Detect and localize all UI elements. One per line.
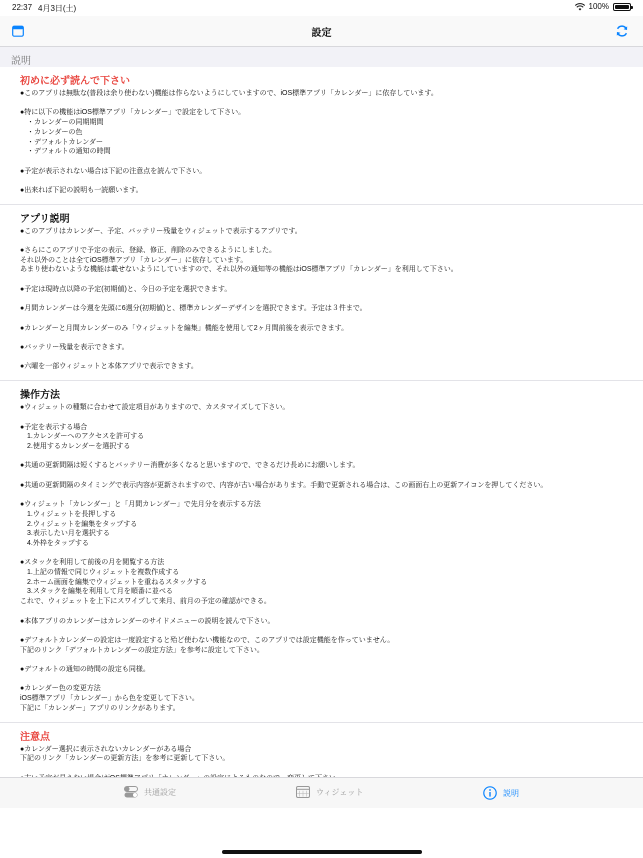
description-line: ●予定を表示する場合 <box>20 423 88 431</box>
description-line: ●バッテリー残量を表示できます。 <box>20 344 129 352</box>
calendar-grid-icon <box>296 786 310 798</box>
description-line: ●予定が表示されない場合は下記の注意点を読んで下さい。 <box>20 167 207 175</box>
description-line: 4.外枠をタップする <box>20 539 89 547</box>
navigation-bar <box>0 16 643 47</box>
description-block <box>0 205 643 381</box>
description-block <box>0 67 643 205</box>
info-icon <box>483 786 497 800</box>
section-header <box>0 47 643 67</box>
description-line: 下記に「カレンダー」アプリのリンクがあります。 <box>20 704 180 712</box>
description-line: それ以外のことは全てiOS標準アプリ「カレンダー」に依存しています。 <box>20 256 248 264</box>
description-line: ●このアプリはカレンダー、予定、バッテリー残量をウィジェットで表示するアプリです。 <box>20 227 302 235</box>
description-line: ●カレンダー選択に表示されないカレンダーがある場合 <box>20 745 192 753</box>
block-title: アプリ説明 <box>20 213 70 225</box>
description-line: 1.上記の情報で同じウィジェットを複数作成する <box>20 569 180 577</box>
description-line <box>20 626 623 636</box>
tab-common-settings[interactable] <box>124 786 176 798</box>
description-line: ・デフォルトカレンダー <box>20 138 103 146</box>
description-line <box>20 353 623 363</box>
description-line: 3.表示したい月を選択する <box>20 530 110 538</box>
block-title: 注意点 <box>20 731 50 743</box>
description-line <box>20 607 623 617</box>
section-header-label: 説明 <box>11 56 31 67</box>
description-line <box>20 176 623 186</box>
home-indicator <box>222 850 422 854</box>
status-time: 22:37 <box>12 3 33 12</box>
description-line <box>20 764 623 774</box>
tab-description[interactable] <box>483 786 519 800</box>
battery-icon <box>613 3 631 11</box>
description-line: これで、ウィジェットを上下にスワイプして来月、前月の予定の確認ができる。 <box>20 598 271 606</box>
description-line: 下記のリンク「カレンダーの更新方法」を参考に更新して下さい。 <box>20 755 230 763</box>
description-line: ●スタックを利用して前後の月を閲覧する方法 <box>20 559 165 567</box>
description-line: ●ウィジェット「カレンダー」と「月間カレンダー」で先月分を表示する方法 <box>20 501 261 509</box>
description-line: あまり使わないような機能は載せないようにしていますので、それ以外の通知等の機能はiOS標準アプリ「カレンダー」を利用して下さい。 <box>20 266 458 274</box>
status-date: 4月3日(土) <box>38 4 77 13</box>
description-line: 下記のリンク「デフォルトカレンダーの設定方法」を参考に設定して下さい。 <box>20 646 264 654</box>
description-line: ●共通の更新間隔のタイミングで表示内容が更新されますので、内容が古い場合があります。手動で更新される場合は、この画面右上の更新アイコンを押してください。 <box>20 481 548 489</box>
description-line <box>20 655 623 665</box>
description-line: ●デフォルトの通知の時間の設定も同様。 <box>20 666 150 673</box>
tab-bar <box>0 777 643 808</box>
toggle-settings-icon <box>124 786 138 798</box>
status-bar <box>0 0 643 16</box>
description-line <box>20 236 623 246</box>
tab-description-label: 説明 <box>503 788 519 798</box>
description-line <box>20 413 623 423</box>
block-title: 操作方法 <box>20 390 60 402</box>
description-line: 2.ウィジェットを編集をタップする <box>20 520 138 528</box>
description-line: 2.使用するカレンダーを選択する <box>20 442 131 450</box>
battery-percent: 100% <box>588 2 609 11</box>
description-line <box>20 295 623 305</box>
description-line <box>20 99 623 109</box>
description-line <box>20 471 623 481</box>
page-title: 設定 <box>311 28 332 39</box>
description-line <box>20 675 623 685</box>
description-line: ●特に以下の機能はiOS標準アプリ「カレンダー」で設定をして下さい。 <box>20 109 246 117</box>
description-line: ●共通の更新間隔は短くするとバッテリー消費が多くなると思いますので、できるだけ長めにお願いします。 <box>20 462 360 470</box>
refresh-icon[interactable] <box>615 24 629 38</box>
description-line: ●このアプリは無駄な(普段は余り使わない)機能は作らないようにしていますので、iOS標準アプリ「カレンダー」に依存しています。 <box>20 90 438 97</box>
description-line <box>20 333 623 343</box>
block-title: 初めに必ず読んで下さい <box>20 76 130 87</box>
description-line: ・デフォルトの通知の時間 <box>20 148 111 156</box>
status-indicators <box>575 2 631 11</box>
description-content[interactable] <box>0 67 643 777</box>
description-line: 1.ウィジェットを長押しする <box>20 510 117 518</box>
description-line: ●月間カレンダーは今週を先頭に6週分(初期値)と、標準カレンダーデザインを選択できます。予定は３件まで。 <box>20 305 367 313</box>
description-line: ●さらにこのアプリで予定の表示、登録、修正、削除のみできるようにしました。 <box>20 247 276 255</box>
description-line: ●六曜を一部ウィジェットと本体アプリで表示できます。 <box>20 363 198 371</box>
wifi-icon <box>575 3 585 11</box>
description-line: ●カレンダー色の変更方法 <box>20 685 101 693</box>
description-line <box>20 490 623 500</box>
battery-level <box>615 5 629 9</box>
tab-widget[interactable] <box>296 786 363 798</box>
description-line <box>20 314 623 324</box>
description-line <box>20 275 623 285</box>
description-line: 1.カレンダーへのアクセスを許可する <box>20 433 145 441</box>
description-line <box>20 452 623 462</box>
description-block <box>0 381 643 722</box>
description-line: 3.スタックを編集を利用して月を順番に並べる <box>20 588 173 596</box>
description-line: ●予定は現時点以降の予定(初期値)と、今日の予定を選択できます。 <box>20 285 232 293</box>
description-line: ・カレンダーの同期期間 <box>20 119 104 127</box>
tab-common-settings-label: 共通設定 <box>144 787 176 797</box>
description-line: ・カレンダーの色 <box>20 128 83 136</box>
description-line: 2.ホーム画面を編集でウィジェットを重ねるスタックする <box>20 578 208 586</box>
description-line: ●ウィジェットの種類に合わせて設定項目がありますので、カスタマイズして下さい。 <box>20 404 290 412</box>
description-line: ●デフォルトカレンダーの設定は一度設定すると殆ど使わない機能なので、このアプリでは設定機能を作っていません。 <box>20 636 395 644</box>
description-line: ●カレンダーと月間カレンダーのみ「ウィジェットを編集」機能を使用して2ヶ月間前後を表示できます。 <box>20 324 349 332</box>
description-line: iOS標準アプリ「カレンダー」から色を変更して下さい。 <box>20 695 199 703</box>
description-line: ●出来れば下記の説明も一読願います。 <box>20 186 143 194</box>
description-line <box>20 549 623 559</box>
tab-widget-label: ウィジェット <box>316 787 364 797</box>
description-line: ●本体アプリのカレンダーはカレンダーのサイドメニューの説明を読んで下さい。 <box>20 617 275 625</box>
description-line <box>20 157 623 167</box>
